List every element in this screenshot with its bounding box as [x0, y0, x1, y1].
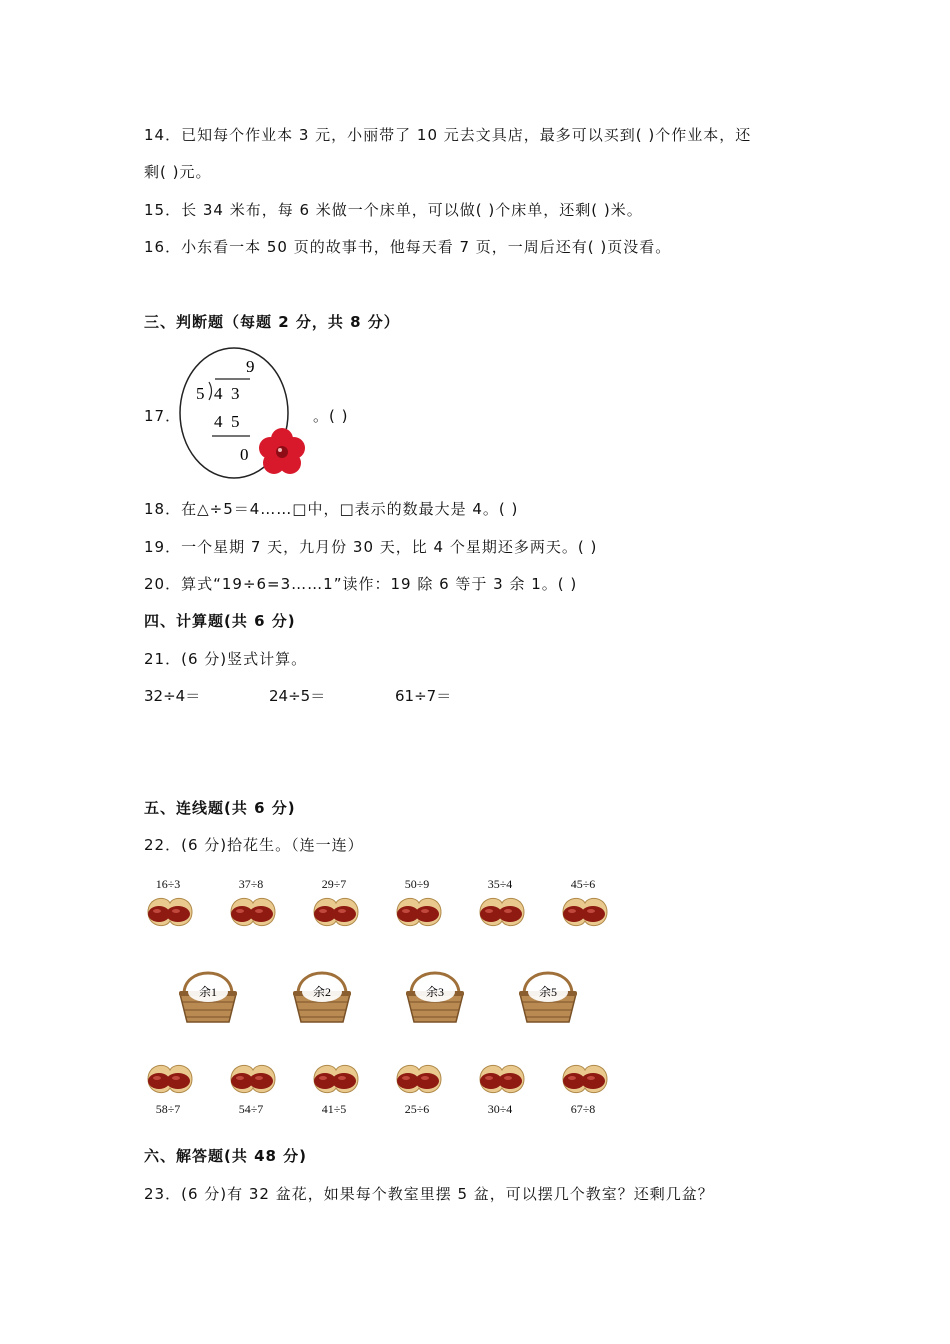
question-14-line-2: 剩( )元。: [144, 163, 212, 181]
division-quotient: 9: [246, 357, 255, 376]
question-19: 19．一个星期 7 天，九月份 30 天，比 4 个星期还多两天。( ): [144, 538, 598, 556]
peanut-label-top: 16÷3: [155, 877, 181, 891]
basket-icon[interactable]: [516, 964, 580, 1026]
basket-label: 余5: [538, 985, 558, 999]
peanut-label-bottom: 54÷7: [238, 1102, 264, 1116]
question-22-title: 22．(6 分)拾花生。（连一连）: [144, 836, 364, 854]
basket-icon[interactable]: [290, 964, 354, 1026]
flower-icon: [259, 428, 305, 474]
basket-icon[interactable]: [176, 964, 240, 1026]
section-6-heading: 六、解答题(共 48 分): [144, 1147, 308, 1165]
peanut-label-top: 50÷9: [404, 877, 430, 891]
basket-label: 余1: [198, 985, 218, 999]
peanut-label-bottom: 41÷5: [321, 1102, 347, 1116]
question-17-number: 17．: [144, 407, 182, 425]
question-15: 15．长 34 米布，每 6 米做一个床单，可以做( )个床单，还剩( )米。: [144, 201, 643, 219]
peanut-icon[interactable]: [144, 1060, 196, 1098]
peanut-label-top: 29÷7: [321, 877, 347, 891]
peanut-icon[interactable]: [559, 893, 611, 931]
peanut-icon[interactable]: [393, 893, 445, 931]
division-illustration: [178, 346, 313, 481]
peanut-icon[interactable]: [227, 893, 279, 931]
peanut-icon[interactable]: [393, 1060, 445, 1098]
peanut-icon[interactable]: [310, 893, 362, 931]
peanut-icon[interactable]: [476, 893, 528, 931]
question-18: 18．在△÷5＝4……□中，□表示的数最大是 4。( ): [144, 500, 519, 518]
peanut-icon[interactable]: [559, 1060, 611, 1098]
section-4-heading: 四、计算题(共 6 分): [144, 612, 296, 630]
peanut-icon[interactable]: [144, 893, 196, 931]
peanut-icon[interactable]: [476, 1060, 528, 1098]
peanut-label-bottom: 67÷8: [570, 1102, 596, 1116]
basket-icon[interactable]: [403, 964, 467, 1026]
question-16: 16．小东看一本 50 页的故事书，他每天看 7 页，一周后还有( )页没看。: [144, 238, 672, 256]
division-dividend: 4 3: [214, 384, 240, 403]
peanut-icon[interactable]: [227, 1060, 279, 1098]
calc-expression: 32÷4＝: [144, 687, 201, 705]
peanut-label-top: 35÷4: [487, 877, 513, 891]
division-divisor: 5: [196, 384, 205, 403]
calc-expression: 24÷5＝: [269, 687, 326, 705]
peanut-label-top: 37÷8: [238, 877, 264, 891]
question-17-division-figure: [178, 346, 313, 481]
question-17-answer-blank: 。( ): [313, 407, 349, 425]
question-20: 20．算式“19÷6=3……1”读作：19 除 6 等于 3 余 1。( ): [144, 575, 578, 593]
question-14-line-1: 14．已知每个作业本 3 元，小丽带了 10 元去文具店，最多可以买到( )个作业本，还: [144, 126, 752, 144]
peanut-label-bottom: 30÷4: [487, 1102, 513, 1116]
division-product: 4 5: [214, 412, 240, 431]
basket-label: 余3: [425, 985, 445, 999]
peanut-label-top: 45÷6: [570, 877, 596, 891]
question-21-title: 21．(6 分)竖式计算。: [144, 650, 308, 668]
division-remainder: 0: [240, 445, 249, 464]
division-bracket: [209, 382, 212, 400]
question-23: 23．(6 分)有 32 盆花，如果每个教室里摆 5 盆，可以摆几个教室？还剩几盆？: [144, 1185, 714, 1203]
calc-expression: 61÷7＝: [395, 687, 452, 705]
section-5-heading: 五、连线题(共 6 分): [144, 799, 296, 817]
basket-label: 余2: [312, 985, 332, 999]
peanut-label-bottom: 58÷7: [155, 1102, 181, 1116]
section-3-heading: 三、判断题（每题 2 分，共 8 分）: [144, 313, 400, 331]
peanut-label-bottom: 25÷6: [404, 1102, 430, 1116]
peanut-icon[interactable]: [310, 1060, 362, 1098]
